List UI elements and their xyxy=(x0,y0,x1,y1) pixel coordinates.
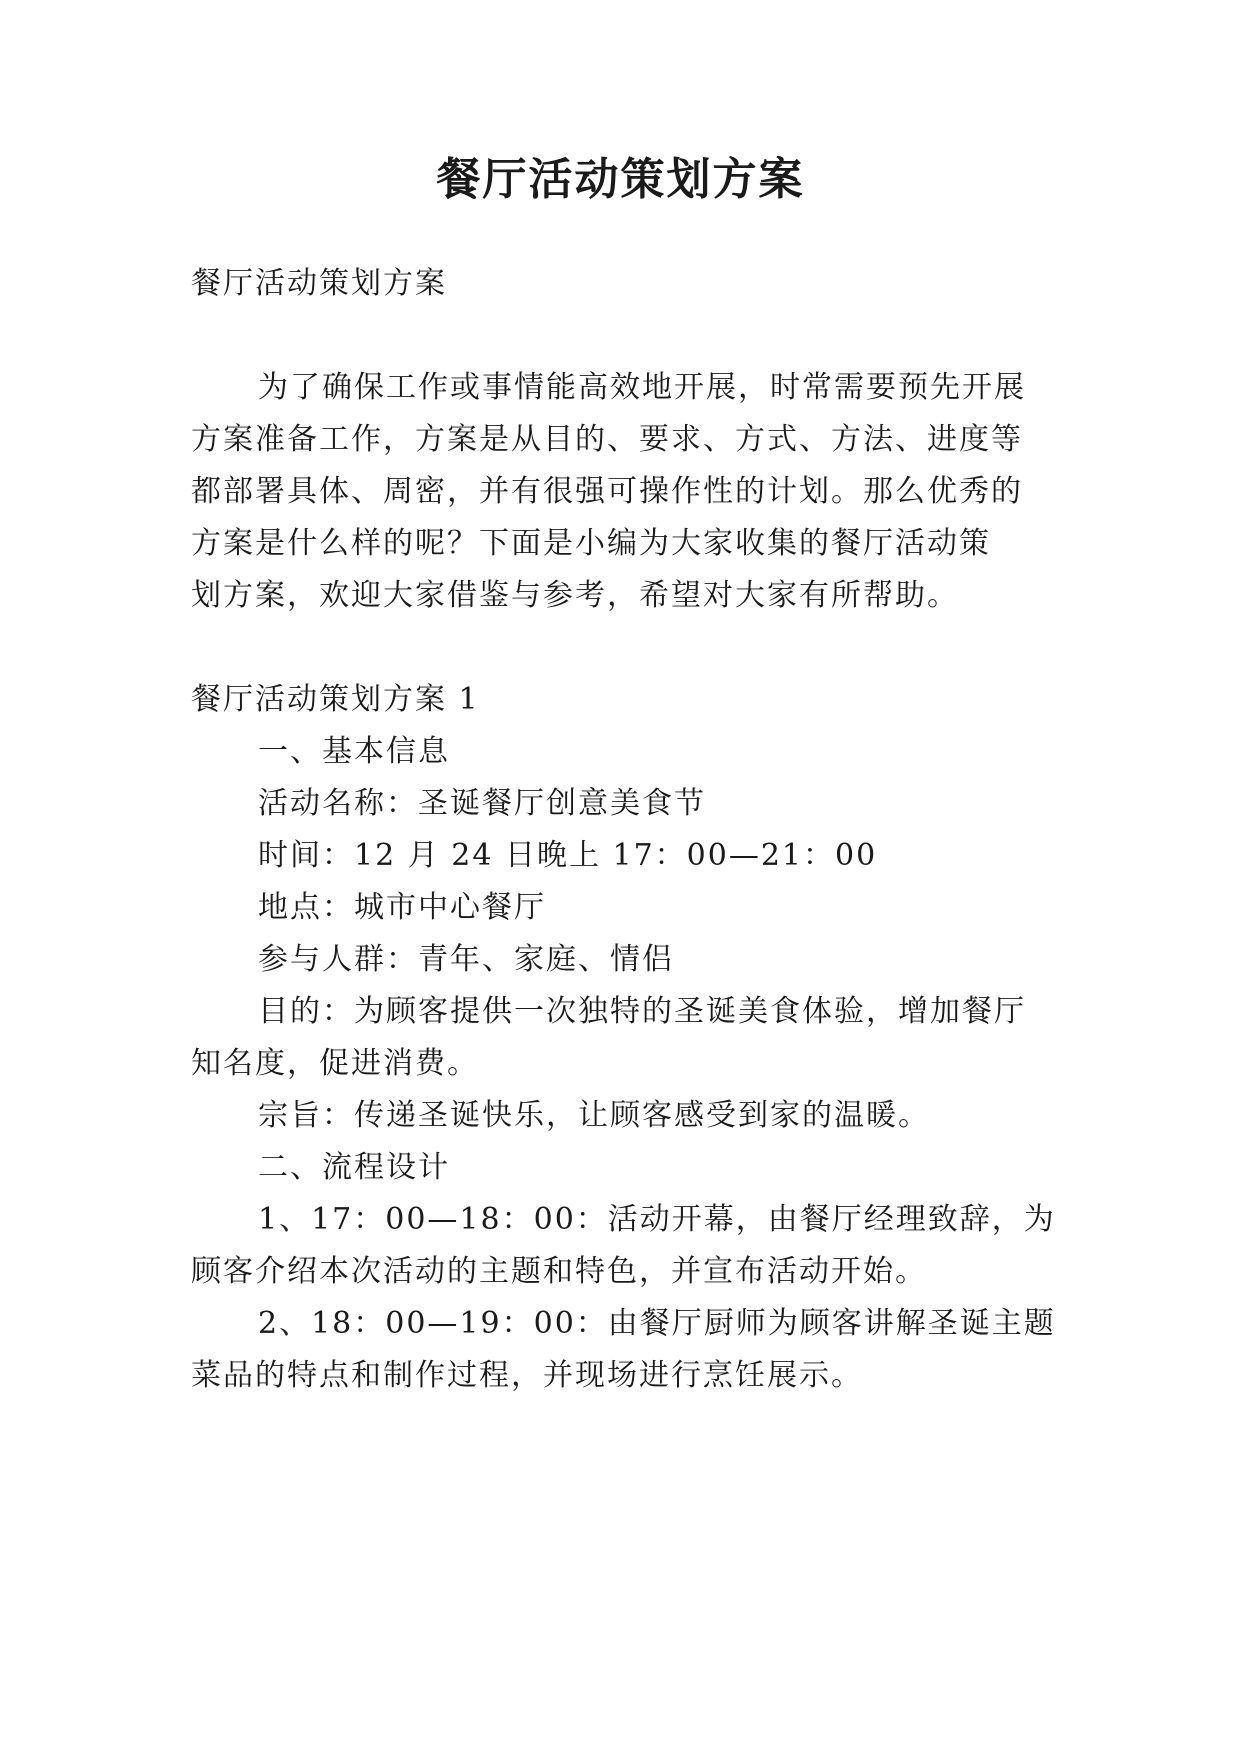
aim-line: 宗旨：传递圣诞快乐，让顾客感受到家的温暖。 xyxy=(258,1098,930,1133)
section-heading: 餐厅活动策划方案 1 xyxy=(191,682,480,717)
event-time: 时间：12 月 24 日晚上 17：00—21：00 xyxy=(258,838,878,873)
purpose-line-2: 知名度，促进消费。 xyxy=(191,1046,479,1081)
purpose-line-1: 目的：为顾客提供一次独特的圣诞美食体验，增加餐厅 xyxy=(258,994,1026,1029)
event-location: 地点：城市中心餐厅 xyxy=(258,890,546,925)
intro-line-4: 方案是什么样的呢？下面是小编为大家收集的餐厅活动策 xyxy=(191,526,991,561)
event-name: 活动名称：圣诞餐厅创意美食节 xyxy=(258,786,706,821)
step2-line-1: 2、18：00—19：00：由餐厅厨师为顾客讲解圣诞主题 xyxy=(258,1306,1056,1341)
intro-line-2: 方案准备工作，方案是从目的、要求、方式、方法、进度等 xyxy=(191,422,1023,457)
intro-line-5: 划方案，欢迎大家借鉴与参考，希望对大家有所帮助。 xyxy=(191,578,959,613)
basic-info-heading: 一、基本信息 xyxy=(258,734,450,769)
intro-line-3: 都部署具体、周密，并有很强可操作性的计划。那么优秀的 xyxy=(191,474,1023,509)
document-subtitle: 餐厅活动策划方案 xyxy=(191,266,447,301)
step1-line-1: 1、17：00—18：00：活动开幕，由餐厅经理致辞，为 xyxy=(258,1202,1056,1237)
process-heading: 二、流程设计 xyxy=(258,1150,450,1185)
step1-line-2: 顾客介绍本次活动的主题和特色，并宣布活动开始。 xyxy=(191,1254,927,1289)
document-title: 餐厅活动策划方案 xyxy=(436,154,805,205)
event-participants: 参与人群：青年、家庭、情侣 xyxy=(258,942,674,977)
intro-line-1: 为了确保工作或事情能高效地开展，时常需要预先开展 xyxy=(258,370,1026,405)
step2-line-2: 菜品的特点和制作过程，并现场进行烹饪展示。 xyxy=(191,1358,863,1393)
